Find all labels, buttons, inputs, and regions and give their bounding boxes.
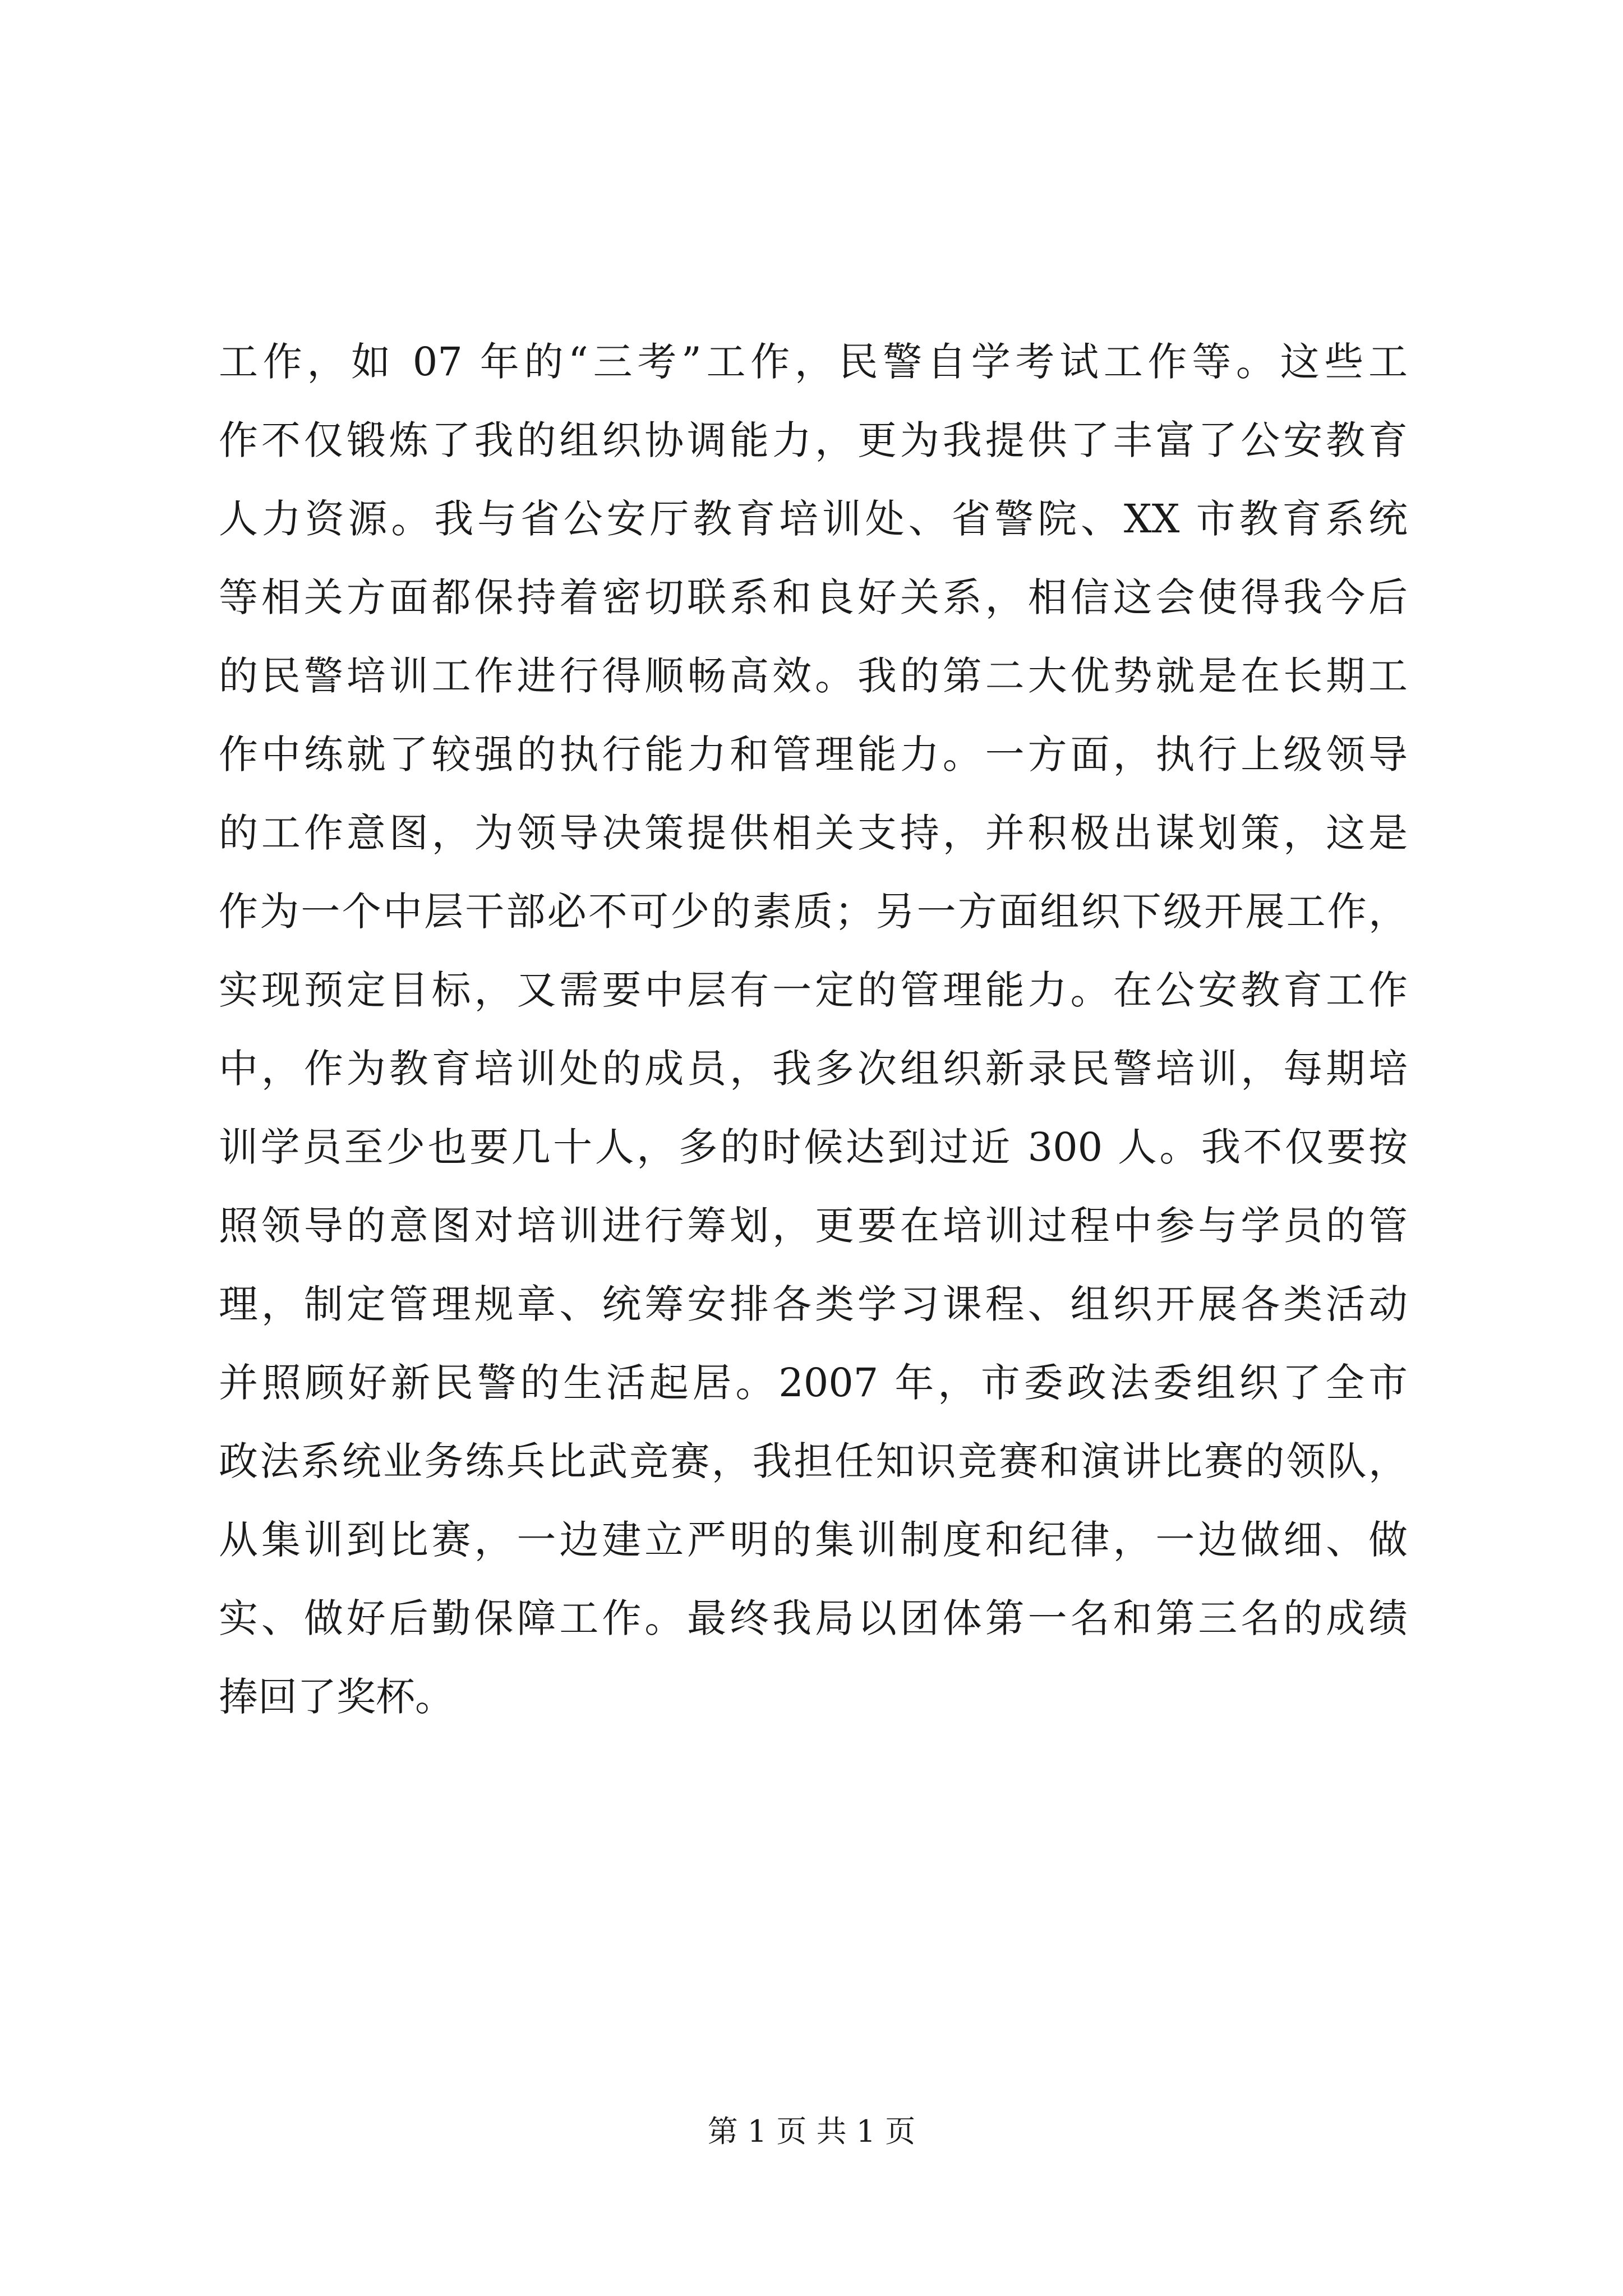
text-line-15: 政法系统业务练兵比武竞赛，我担任知识竞赛和演讲比赛的领队，: [219, 1438, 1408, 1484]
text-line-2: 作不仅锻炼了我的组织协调能力，更为我提供了丰富了公安教育: [219, 417, 1408, 463]
text-line-13: 理，制定管理规章、统筹安排各类学习课程、组织开展各类活动: [219, 1281, 1408, 1327]
text-line-17: 实、做好后勤保障工作。最终我局以团体第一名和第三名的成绩: [219, 1595, 1408, 1641]
text-line-4: 等相关方面都保持着密切联系和良好关系，相信这会使得我今后: [219, 574, 1408, 620]
text-line-16: 从集训到比赛，一边建立严明的集训制度和纪律，一边做细、做: [219, 1517, 1408, 1563]
text-line-12: 照领导的意图对培训进行筹划，更要在培训过程中参与学员的管: [219, 1203, 1408, 1249]
body-paragraph: [219, 323, 1408, 1736]
text-line-18: 捧回了奖杯。: [219, 1674, 454, 1720]
text-line-11: 训学员至少也要几十人，多的时候达到过近 300 人。我不仅要按: [219, 1124, 1408, 1170]
page-number-label: 第 1 页 共 1 页: [707, 2114, 916, 2149]
text-line-10: 中，作为教育培训处的成员，我多次组织新录民警培训，每期培: [219, 1046, 1408, 1092]
text-line-8: 作为一个中层干部必不可少的素质；另一方面组织下级开展工作，: [219, 889, 1408, 935]
text-line-9: 实现预定目标，又需要中层有一定的管理能力。在公安教育工作: [219, 967, 1408, 1013]
page-footer: [0, 2112, 1623, 2151]
text-line-7: 的工作意图，为领导决策提供相关支持，并积极出谋划策，这是: [219, 810, 1408, 856]
text-line-14: 并照顾好新民警的生活起居。2007 年，市委政法委组织了全市: [219, 1360, 1408, 1406]
text-line-1: 工作，如 07 年的“三考”工作，民警自学考试工作等。这些工: [219, 339, 1408, 385]
text-line-3: 人力资源。我与省公安厅教育培训处、省警院、XX 市教育系统: [219, 496, 1408, 542]
text-line-6: 作中练就了较强的执行能力和管理能力。一方面，执行上级领导: [219, 731, 1408, 777]
text-line-5: 的民警培训工作进行得顺畅高效。我的第二大优势就是在长期工: [219, 653, 1408, 699]
